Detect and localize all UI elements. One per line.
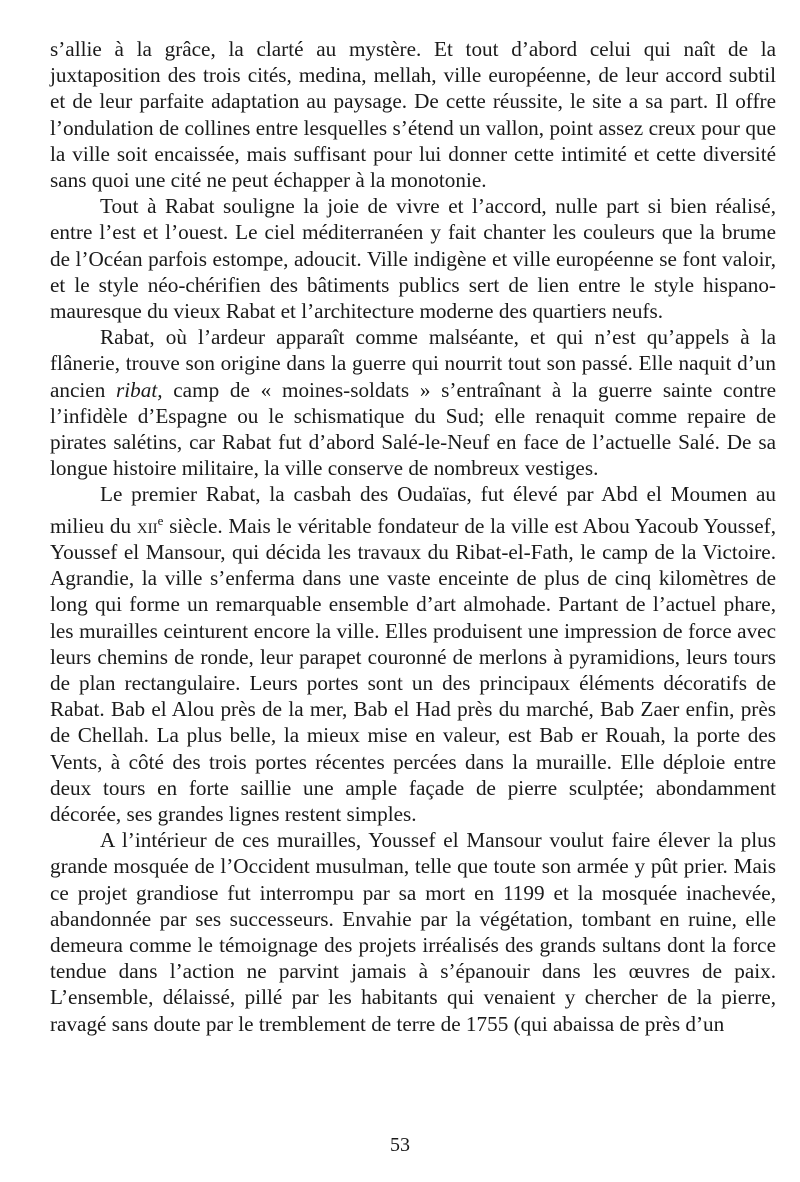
italic-term-ribat: ribat, xyxy=(116,377,163,402)
paragraph-2-text: Tout à Rabat souligne la joie de vivre et l’accord, nulle part si bien réalisé, entre l’est et l’ouest. Le ciel méditerranéen y fait chanter les couleurs que la brume de l’Océan parfois estompe, adoucit. Ville indigène et ville européenne se font valoir, et le style néo-chérifien des bâtiments publics sert de lien entre le style hispano-mauresque du vieux Rabat et l’architecture moderne des quartiers neufs. xyxy=(50,194,776,324)
page-body xyxy=(50,36,776,1037)
paragraph-4 xyxy=(50,481,776,827)
paragraph-3-text-b: camp de « moines-soldats » s’entraînant à la guerre sainte contre l’infidèle d’Espagne ou le schismatique du Sud; elle renaquit comme repaire de pirates salétins, car Rabat fut d’abord Salé-le-Neuf en face de l’actuelle Salé. De sa longue histoire militaire, la ville conserve de nombreux vestiges. xyxy=(50,377,776,481)
paragraph-4-text-a: Le premier Rabat, la casbah des Oudaïas, fut élevé par Abd el Moumen au milieu du xyxy=(50,482,776,538)
paragraph-4-text-b: siècle. Mais le véritable fondateur de la ville est Abou Yacoub Youssef, Youssef el Mansour, qui décida les travaux du Ribat-el-Fath, le camp de la Victoire. Agrandie, la ville s’enferma dans une vaste enceinte de plus de cinq kilomètres de long qui forme un remarquable ensemble d’art almohade. Partant de l’actuel phare, les murailles ceinturent encore la ville. Elles produisent une impression de force avec leurs chemins de ronde, leur parapet couronné de merlons à pyramidions, leurs tours de plan rectangulaire. Leurs portes sont un des principaux éléments décoratifs de Rabat. Bab el Alou près de la mer, Bab el Had près du marché, Bab Zaer enfin, près de Chellah. La plus belle, la mieux mise en valeur, est Bab er Rouah, la porte des Vents, à côté des trois portes récentes percées dans la muraille. Elle déploie entre deux tours en forte saillie une ample façade de pierre sculptée; abondamment décorée, ses grandes lignes restent simples. xyxy=(50,513,776,826)
paragraph-5 xyxy=(50,827,776,1037)
paragraph-1 xyxy=(50,36,776,193)
page-number: 53 xyxy=(390,1134,410,1156)
paragraph-3-text-a: Rabat, où l’ardeur apparaît comme malséante, et qui n’est qu’appels à la flânerie, trouve son origine dans la guerre qui nourrit tout son passé. Elle naquit d’un ancien xyxy=(50,325,776,402)
paragraph-3 xyxy=(50,324,776,481)
paragraph-2 xyxy=(50,193,776,324)
paragraph-5-text: A l’intérieur de ces murailles, Youssef el Mansour voulut faire élever la plus grande mosquée de l’Occident musulman, telle que toute son armée y pût prier. Mais ce projet grandiose fut interrompu par sa mort en 1199 et la mosquée inachevée, abandonnée par ses successeurs. Envahie par la végétation, tombant en ruine, elle demeura comme le témoignage des projets irréalisés des grands sultans dont la force tendue dans l’action ne parvint jamais à s’épanouir dans les œuvres de paix. L’ensemble, délaissé, pillé par les habitants qui venaient y chercher de la pierre, ravagé sans doute par le tremblement de terre de 1755 (qui abaissa de près d’un xyxy=(50,828,776,1036)
century-numeral: xii xyxy=(136,513,158,538)
century-superscript: e xyxy=(157,512,164,528)
paragraph-1-text: s’allie à la grâce, la clarté au mystère. Et tout d’abord celui qui naît de la juxtaposition des trois cités, medina, mellah, ville européenne, de leur accord subtil et de leur parfaite adaptation au paysage. De cette réussite, le site a sa part. Il offre l’ondulation de collines entre lesquelles s’étend un vallon, point assez creux pour que la ville soit encaissée, mais suffisant pour lui donner cette intimité et cette diversité sans quoi une cité ne peut échapper à la monotonie. xyxy=(50,37,776,193)
